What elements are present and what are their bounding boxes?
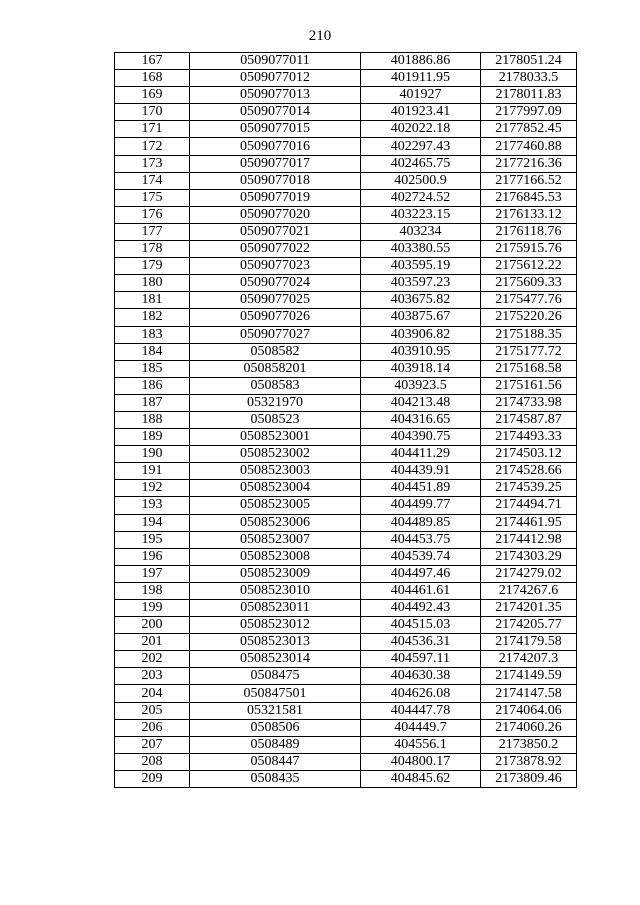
table-row [115, 514, 577, 531]
x-coordinate-cell: 401911.95 [361, 70, 481, 87]
table-row [115, 275, 577, 292]
point-id-cell: 0508523002 [190, 446, 361, 463]
table-row [115, 463, 577, 480]
y-coordinate-cell: 2175220.26 [481, 309, 577, 326]
row-number-cell: 194 [115, 514, 190, 531]
row-number-cell: 181 [115, 292, 190, 309]
x-coordinate-cell: 403923.5 [361, 377, 481, 394]
point-id-cell: 0509077027 [190, 326, 361, 343]
row-number-cell: 199 [115, 600, 190, 617]
point-id-cell: 0508489 [190, 736, 361, 753]
table-row [115, 394, 577, 411]
table-row [115, 292, 577, 309]
x-coordinate-cell: 404489.85 [361, 514, 481, 531]
x-coordinate-cell: 404461.61 [361, 582, 481, 599]
row-number-cell: 174 [115, 172, 190, 189]
x-coordinate-cell: 404597.11 [361, 651, 481, 668]
row-number-cell: 208 [115, 753, 190, 770]
x-coordinate-cell: 404539.74 [361, 548, 481, 565]
table-row [115, 702, 577, 719]
table-row [115, 497, 577, 514]
y-coordinate-cell: 2177460.88 [481, 138, 577, 155]
x-coordinate-cell: 403906.82 [361, 326, 481, 343]
point-id-cell: 0509077012 [190, 70, 361, 87]
x-coordinate-cell: 403597.23 [361, 275, 481, 292]
x-coordinate-cell: 401886.86 [361, 53, 481, 70]
point-id-cell: 0508523007 [190, 531, 361, 548]
point-id-cell: 0509077020 [190, 206, 361, 223]
y-coordinate-cell: 2177216.36 [481, 155, 577, 172]
point-id-cell: 0509077016 [190, 138, 361, 155]
x-coordinate-cell: 403380.55 [361, 241, 481, 258]
row-number-cell: 206 [115, 719, 190, 736]
y-coordinate-cell: 2174205.77 [481, 617, 577, 634]
x-coordinate-cell: 404499.77 [361, 497, 481, 514]
y-coordinate-cell: 2174303.29 [481, 548, 577, 565]
table-row [115, 668, 577, 685]
table-row [115, 223, 577, 240]
x-coordinate-cell: 404626.08 [361, 685, 481, 702]
row-number-cell: 205 [115, 702, 190, 719]
table-row [115, 582, 577, 599]
x-coordinate-cell: 404447.78 [361, 702, 481, 719]
x-coordinate-cell: 404497.46 [361, 565, 481, 582]
table-row [115, 565, 577, 582]
x-coordinate-cell: 403234 [361, 223, 481, 240]
table-row [115, 617, 577, 634]
y-coordinate-cell: 2174493.33 [481, 429, 577, 446]
table-row [115, 770, 577, 787]
table-row [115, 258, 577, 275]
y-coordinate-cell: 2176118.76 [481, 223, 577, 240]
row-number-cell: 172 [115, 138, 190, 155]
point-id-cell: 0508523012 [190, 617, 361, 634]
point-id-cell: 0509077014 [190, 104, 361, 121]
row-number-cell: 188 [115, 411, 190, 428]
x-coordinate-cell: 402465.75 [361, 155, 481, 172]
point-id-cell: 0508523 [190, 411, 361, 428]
row-number-cell: 170 [115, 104, 190, 121]
table-row [115, 719, 577, 736]
y-coordinate-cell: 2174207.3 [481, 651, 577, 668]
x-coordinate-cell: 404316.65 [361, 411, 481, 428]
point-id-cell: 0509077021 [190, 223, 361, 240]
table-row [115, 531, 577, 548]
row-number-cell: 193 [115, 497, 190, 514]
y-coordinate-cell: 2174201.35 [481, 600, 577, 617]
y-coordinate-cell: 2177166.52 [481, 172, 577, 189]
row-number-cell: 184 [115, 343, 190, 360]
y-coordinate-cell: 2174461.95 [481, 514, 577, 531]
row-number-cell: 198 [115, 582, 190, 599]
point-id-cell: 0509077025 [190, 292, 361, 309]
y-coordinate-cell: 2174149.59 [481, 668, 577, 685]
table-row [115, 155, 577, 172]
table-row [115, 326, 577, 343]
table-row [115, 377, 577, 394]
y-coordinate-cell: 2173809.46 [481, 770, 577, 787]
table-row [115, 634, 577, 651]
row-number-cell: 196 [115, 548, 190, 565]
table-row [115, 651, 577, 668]
row-number-cell: 183 [115, 326, 190, 343]
y-coordinate-cell: 2174179.58 [481, 634, 577, 651]
x-coordinate-cell: 404213.48 [361, 394, 481, 411]
x-coordinate-cell: 404390.75 [361, 429, 481, 446]
table-row [115, 189, 577, 206]
row-number-cell: 190 [115, 446, 190, 463]
table-row [115, 241, 577, 258]
row-number-cell: 178 [115, 241, 190, 258]
y-coordinate-cell: 2175477.76 [481, 292, 577, 309]
x-coordinate-cell: 403675.82 [361, 292, 481, 309]
table-row [115, 53, 577, 70]
row-number-cell: 202 [115, 651, 190, 668]
y-coordinate-cell: 2174412.98 [481, 531, 577, 548]
table-row [115, 309, 577, 326]
table-row [115, 206, 577, 223]
row-number-cell: 187 [115, 394, 190, 411]
row-number-cell: 197 [115, 565, 190, 582]
table-row [115, 548, 577, 565]
point-id-cell: 0509077011 [190, 53, 361, 70]
point-id-cell: 0508475 [190, 668, 361, 685]
y-coordinate-cell: 2177852.45 [481, 121, 577, 138]
point-id-cell: 050858201 [190, 360, 361, 377]
point-id-cell: 0508523005 [190, 497, 361, 514]
x-coordinate-cell: 404556.1 [361, 736, 481, 753]
row-number-cell: 191 [115, 463, 190, 480]
x-coordinate-cell: 402297.43 [361, 138, 481, 155]
x-coordinate-cell: 404515.03 [361, 617, 481, 634]
table-row [115, 736, 577, 753]
point-id-cell: 0509077013 [190, 87, 361, 104]
row-number-cell: 195 [115, 531, 190, 548]
x-coordinate-cell: 402500.9 [361, 172, 481, 189]
point-id-cell: 0508523006 [190, 514, 361, 531]
y-coordinate-cell: 2175168.58 [481, 360, 577, 377]
row-number-cell: 175 [115, 189, 190, 206]
row-number-cell: 167 [115, 53, 190, 70]
x-coordinate-cell: 402022.18 [361, 121, 481, 138]
point-id-cell: 0508523011 [190, 600, 361, 617]
point-id-cell: 0508506 [190, 719, 361, 736]
y-coordinate-cell: 2176133.12 [481, 206, 577, 223]
y-coordinate-cell: 2174279.02 [481, 565, 577, 582]
table-row [115, 70, 577, 87]
table-row [115, 87, 577, 104]
point-id-cell: 0509077022 [190, 241, 361, 258]
table-row [115, 104, 577, 121]
point-id-cell: 0508523001 [190, 429, 361, 446]
point-id-cell: 050847501 [190, 685, 361, 702]
y-coordinate-cell: 2177997.09 [481, 104, 577, 121]
row-number-cell: 173 [115, 155, 190, 172]
table-row [115, 172, 577, 189]
x-coordinate-cell: 401927 [361, 87, 481, 104]
y-coordinate-cell: 2174064.06 [481, 702, 577, 719]
y-coordinate-cell: 2175612.22 [481, 258, 577, 275]
point-id-cell: 0508523014 [190, 651, 361, 668]
table-row [115, 446, 577, 463]
page-number: 210 [308, 28, 332, 44]
y-coordinate-cell: 2175609.33 [481, 275, 577, 292]
point-id-cell: 0508523004 [190, 480, 361, 497]
row-number-cell: 179 [115, 258, 190, 275]
row-number-cell: 169 [115, 87, 190, 104]
table-row [115, 343, 577, 360]
point-id-cell: 0509077017 [190, 155, 361, 172]
table-row [115, 753, 577, 770]
point-id-cell: 0509077015 [190, 121, 361, 138]
row-number-cell: 203 [115, 668, 190, 685]
table-row [115, 480, 577, 497]
row-number-cell: 177 [115, 223, 190, 240]
x-coordinate-cell: 403595.19 [361, 258, 481, 275]
point-id-cell: 0508523008 [190, 548, 361, 565]
row-number-cell: 186 [115, 377, 190, 394]
row-number-cell: 209 [115, 770, 190, 787]
point-id-cell: 0508523009 [190, 565, 361, 582]
row-number-cell: 201 [115, 634, 190, 651]
y-coordinate-cell: 2173878.92 [481, 753, 577, 770]
table-row [115, 429, 577, 446]
row-number-cell: 189 [115, 429, 190, 446]
row-number-cell: 168 [115, 70, 190, 87]
row-number-cell: 200 [115, 617, 190, 634]
y-coordinate-cell: 2178011.83 [481, 87, 577, 104]
x-coordinate-cell: 401923.41 [361, 104, 481, 121]
y-coordinate-cell: 2174503.12 [481, 446, 577, 463]
point-id-cell: 0508582 [190, 343, 361, 360]
table-row [115, 360, 577, 377]
y-coordinate-cell: 2174267.6 [481, 582, 577, 599]
x-coordinate-cell: 404492.43 [361, 600, 481, 617]
x-coordinate-cell: 404536.31 [361, 634, 481, 651]
table-row [115, 121, 577, 138]
y-coordinate-cell: 2175915.76 [481, 241, 577, 258]
y-coordinate-cell: 2174147.58 [481, 685, 577, 702]
point-id-cell: 0509077019 [190, 189, 361, 206]
table-row [115, 685, 577, 702]
y-coordinate-cell: 2174528.66 [481, 463, 577, 480]
y-coordinate-cell: 2178051.24 [481, 53, 577, 70]
y-coordinate-cell: 2174733.98 [481, 394, 577, 411]
point-id-cell: 0508447 [190, 753, 361, 770]
x-coordinate-cell: 403223.15 [361, 206, 481, 223]
y-coordinate-cell: 2173850.2 [481, 736, 577, 753]
point-id-cell: 0509077023 [190, 258, 361, 275]
row-number-cell: 176 [115, 206, 190, 223]
x-coordinate-cell: 404453.75 [361, 531, 481, 548]
table-row [115, 600, 577, 617]
y-coordinate-cell: 2176845.53 [481, 189, 577, 206]
point-id-cell: 0509077024 [190, 275, 361, 292]
x-coordinate-cell: 404845.62 [361, 770, 481, 787]
y-coordinate-cell: 2175188.35 [481, 326, 577, 343]
point-id-cell: 0508523003 [190, 463, 361, 480]
point-id-cell: 0508435 [190, 770, 361, 787]
x-coordinate-cell: 404451.89 [361, 480, 481, 497]
x-coordinate-cell: 404800.17 [361, 753, 481, 770]
row-number-cell: 185 [115, 360, 190, 377]
table-row [115, 411, 577, 428]
table-row [115, 138, 577, 155]
row-number-cell: 207 [115, 736, 190, 753]
point-id-cell: 0509077026 [190, 309, 361, 326]
x-coordinate-cell: 402724.52 [361, 189, 481, 206]
row-number-cell: 171 [115, 121, 190, 138]
y-coordinate-cell: 2178033.5 [481, 70, 577, 87]
x-coordinate-cell: 404411.29 [361, 446, 481, 463]
x-coordinate-cell: 403910.95 [361, 343, 481, 360]
row-number-cell: 182 [115, 309, 190, 326]
y-coordinate-cell: 2175161.56 [481, 377, 577, 394]
x-coordinate-cell: 404439.91 [361, 463, 481, 480]
point-id-cell: 0508583 [190, 377, 361, 394]
row-number-cell: 204 [115, 685, 190, 702]
y-coordinate-cell: 2174060.26 [481, 719, 577, 736]
point-id-cell: 05321581 [190, 702, 361, 719]
x-coordinate-cell: 404449.7 [361, 719, 481, 736]
point-id-cell: 05321970 [190, 394, 361, 411]
y-coordinate-cell: 2175177.72 [481, 343, 577, 360]
x-coordinate-cell: 403875.67 [361, 309, 481, 326]
x-coordinate-cell: 403918.14 [361, 360, 481, 377]
y-coordinate-cell: 2174494.71 [481, 497, 577, 514]
point-id-cell: 0509077018 [190, 172, 361, 189]
y-coordinate-cell: 2174587.87 [481, 411, 577, 428]
coordinates-table-body [115, 53, 577, 788]
row-number-cell: 192 [115, 480, 190, 497]
row-number-cell: 180 [115, 275, 190, 292]
point-id-cell: 0508523013 [190, 634, 361, 651]
y-coordinate-cell: 2174539.25 [481, 480, 577, 497]
x-coordinate-cell: 404630.38 [361, 668, 481, 685]
coordinates-table [114, 52, 577, 788]
point-id-cell: 0508523010 [190, 582, 361, 599]
